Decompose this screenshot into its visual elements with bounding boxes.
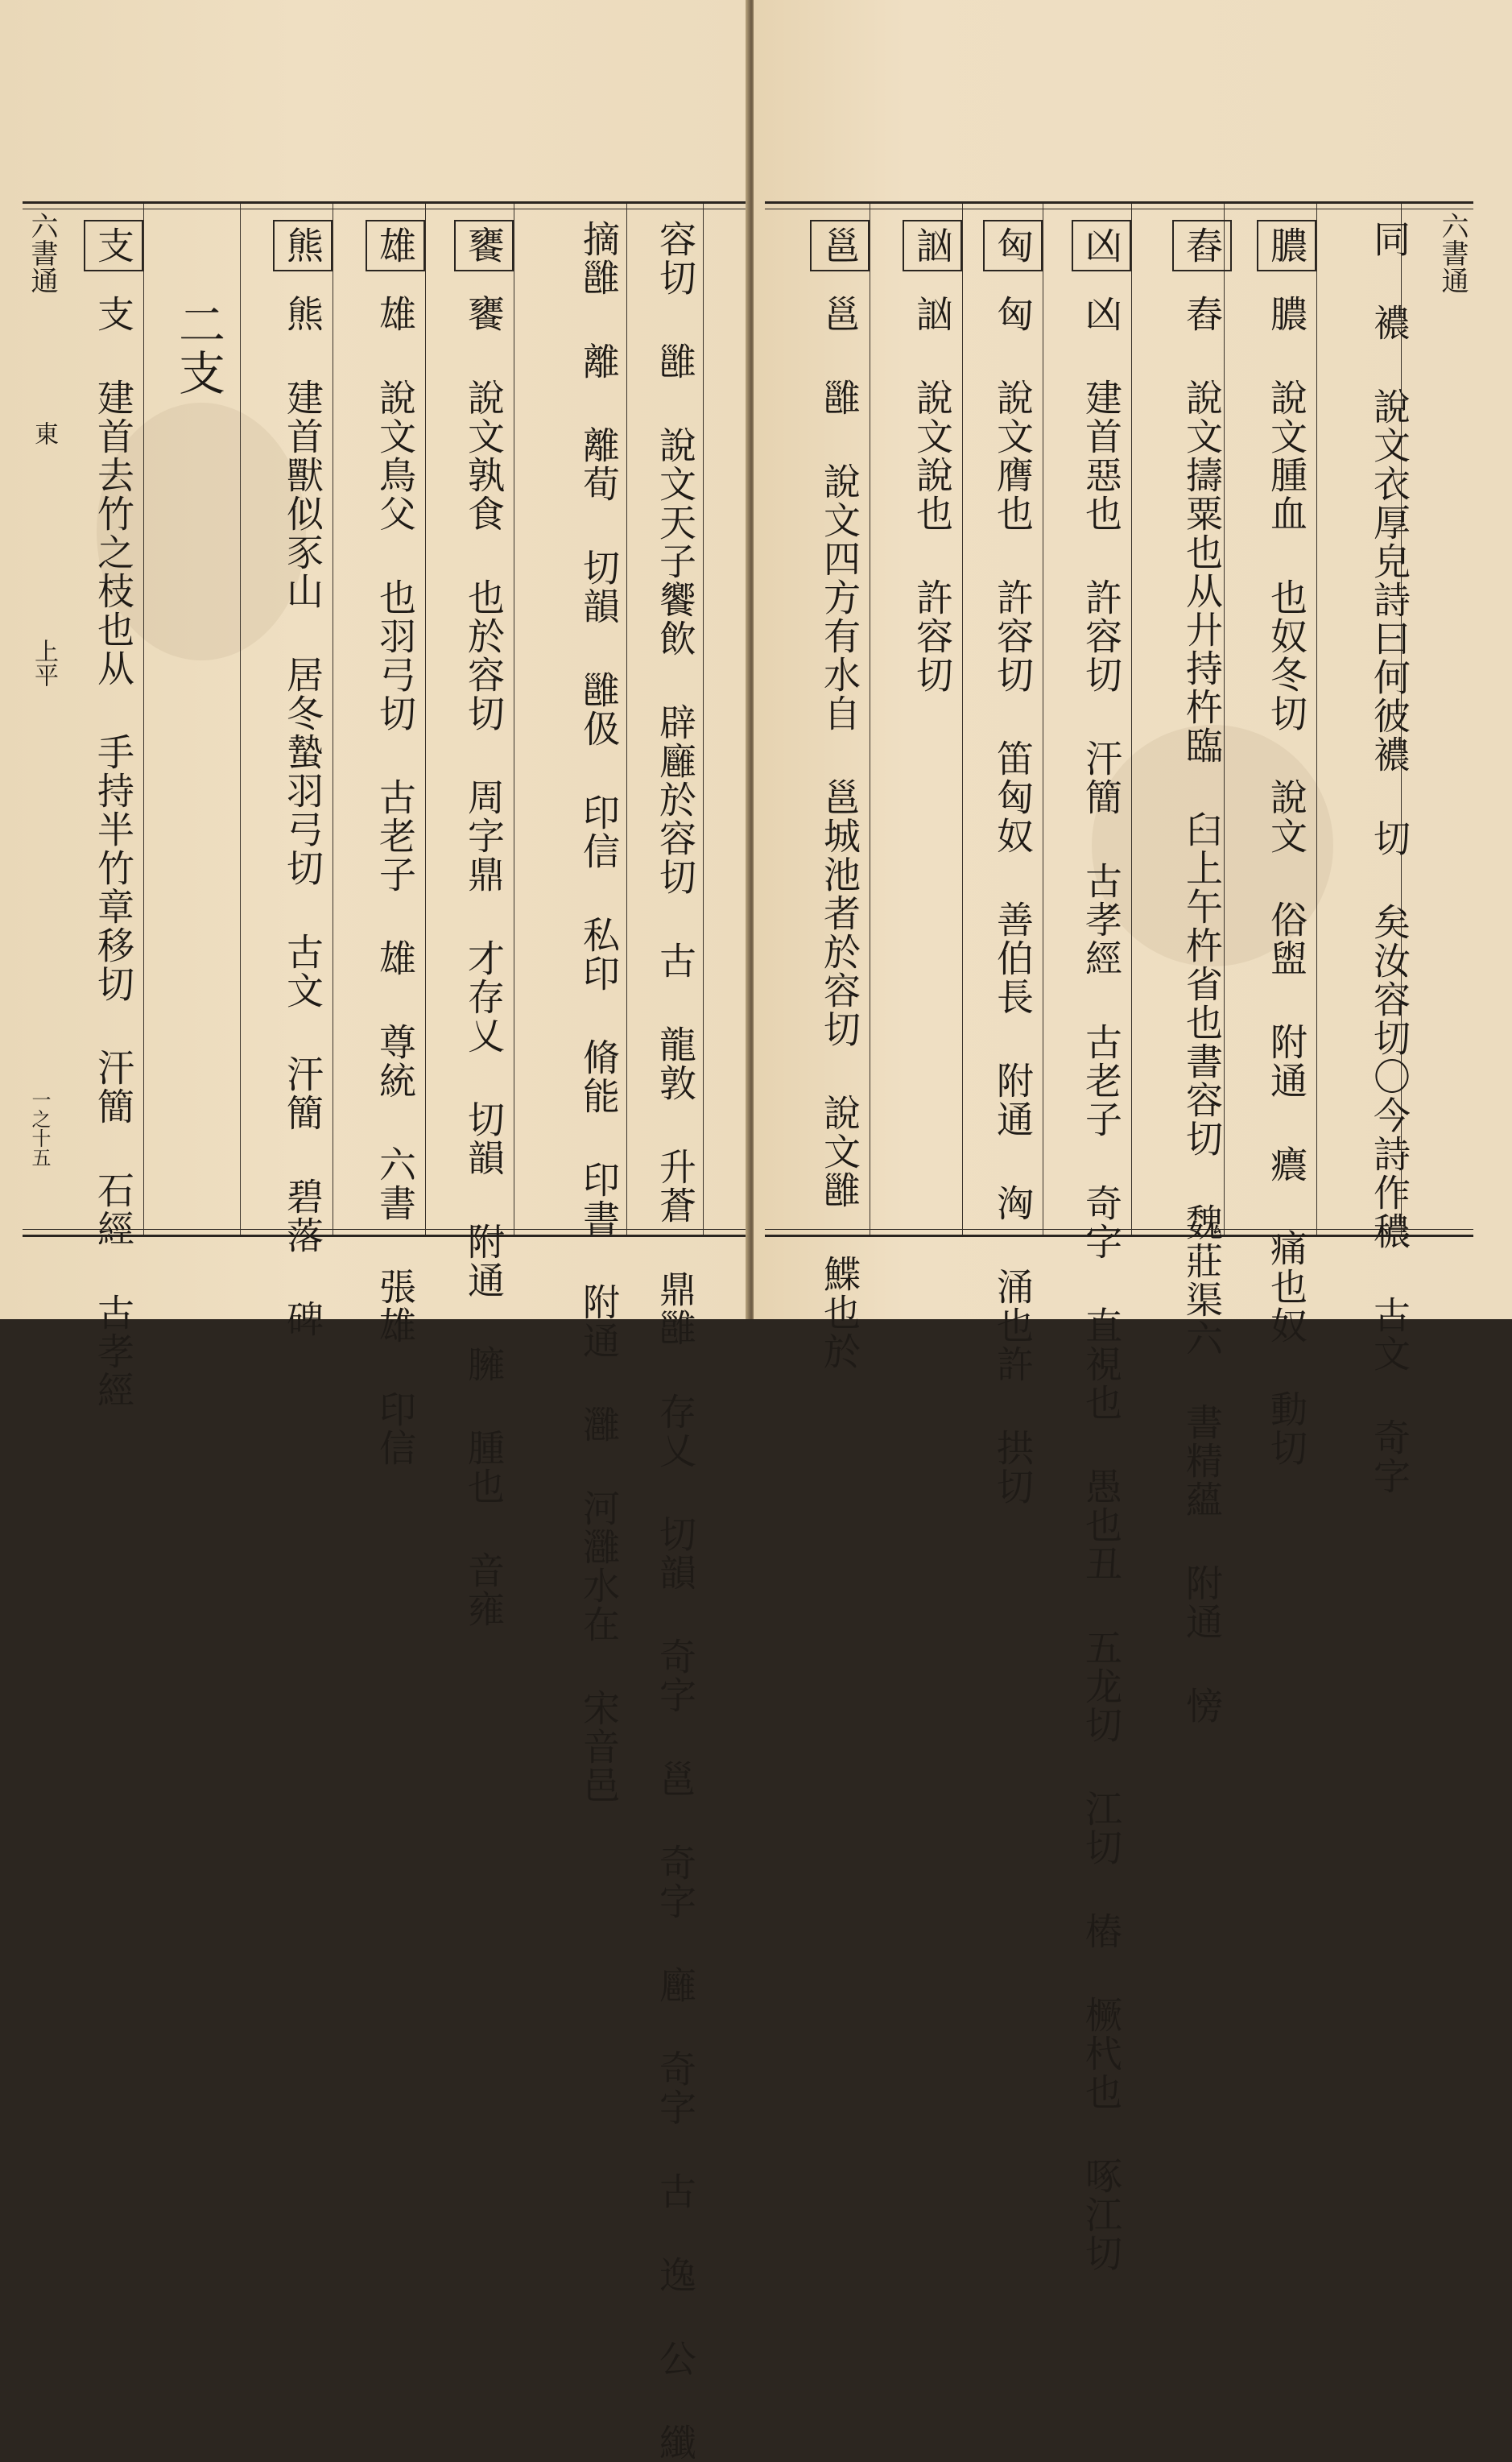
- entry-text: 膿 說文腫血 也奴冬切 說文 俗盥 附通 癑 痛也奴 動切: [1265, 295, 1308, 1467]
- entry-head-character: 熊: [273, 220, 333, 271]
- entry-head-character: 膿: [1257, 220, 1316, 271]
- entry-column: [1324, 220, 1413, 1496]
- entry-text: 邕 雝 說文四方有水自 邕城池者於容切 說文雝 鰈也於: [818, 295, 861, 1371]
- entry-text: 舂 說文擣粟也从廾持杵臨 臼上午杵省也書容切 魏莊渠六 書精蘊 附通 㥬: [1180, 295, 1224, 1725]
- margin-book-title: 六書通: [1436, 212, 1469, 294]
- section-heading: 二支: [171, 300, 225, 397]
- entry-text: 摘雝 離 離荀 切韻 雝伋 印信 私印 脩能 印書 附通 灉 河灉水在 宋音邑: [577, 220, 621, 1805]
- entry-text: 支 建首去竹之枝也从 手持半竹章移切 汗簡 石經 古孝經: [92, 295, 135, 1409]
- entry-head-character: 饔: [454, 220, 514, 271]
- left-page: [0, 0, 749, 2462]
- entry-head-character: 雄: [366, 220, 425, 271]
- entry-column: [966, 220, 1043, 1506]
- entry-text: 容切 雝 說文天子饗飲 辟廱於容切 古 龍敦 升蒼 鼎雝 存乂 切韻 奇字 邕 奇字 廱 奇字 古 逸 公 纖: [654, 220, 697, 2462]
- entry-head-character: 訩: [903, 220, 962, 271]
- entry-text: 熊 建首獸似豕山 居冬蟄羽弓切 古文 汗簡 碧落 碑: [281, 295, 324, 1339]
- entry-column: [1147, 220, 1232, 1725]
- entry-head-character: 舂: [1172, 220, 1232, 271]
- entry-column: [1240, 220, 1316, 1467]
- left-page-frame: [23, 201, 747, 2462]
- margin-book-title: 六書通: [26, 212, 58, 294]
- entry-head-character: 邕: [810, 220, 870, 271]
- entry-text: 同 襛 說文衣厚皃詩曰何彼襛 切 矣汝容切〇今詩作穠 古文 奇字: [1368, 220, 1411, 1496]
- right-page-frame: [765, 201, 1473, 2273]
- entry-column: [337, 220, 425, 1467]
- entry-column: [63, 220, 143, 1409]
- entry-column: [244, 220, 333, 1339]
- margin-tone: 上平: [30, 639, 58, 687]
- margin-page-number: 一之十五: [28, 1090, 51, 1167]
- right-page: [754, 0, 1512, 2273]
- entry-text: 凶 建首惡也 許容切 汗簡 古孝經 古老子 奇字 直視也 愚也丑 五龙切 江切 樁 橛杙也 啄江切: [1080, 295, 1123, 2273]
- entry-head-character: 支: [84, 220, 143, 271]
- entry-text: 匈 說文膺也 許容切 笛匈奴 善伯長 附通 洶 涌也許 拱切: [991, 295, 1035, 1506]
- entry-column: [429, 220, 514, 1628]
- entry-column: [781, 220, 870, 1371]
- entry-column: [518, 220, 622, 1805]
- entry-head-character: 匈: [983, 220, 1043, 271]
- entry-column: [878, 220, 962, 1219]
- margin-rhyme: 東: [30, 421, 58, 445]
- entry-column: [1051, 220, 1131, 2273]
- entry-text: 雄 說文鳥父 也羽弓切 古老子 雄 尊統 六書 張雄 印信: [374, 295, 417, 1467]
- entry-head-character: 凶: [1072, 220, 1131, 271]
- entry-text: 訩 說文說也 許容切: [911, 295, 954, 694]
- entry-text: 饔 說文孰食 也於容切 周字鼎 才存乂 切韻 附通 臃 腫也 音雍: [462, 295, 506, 1628]
